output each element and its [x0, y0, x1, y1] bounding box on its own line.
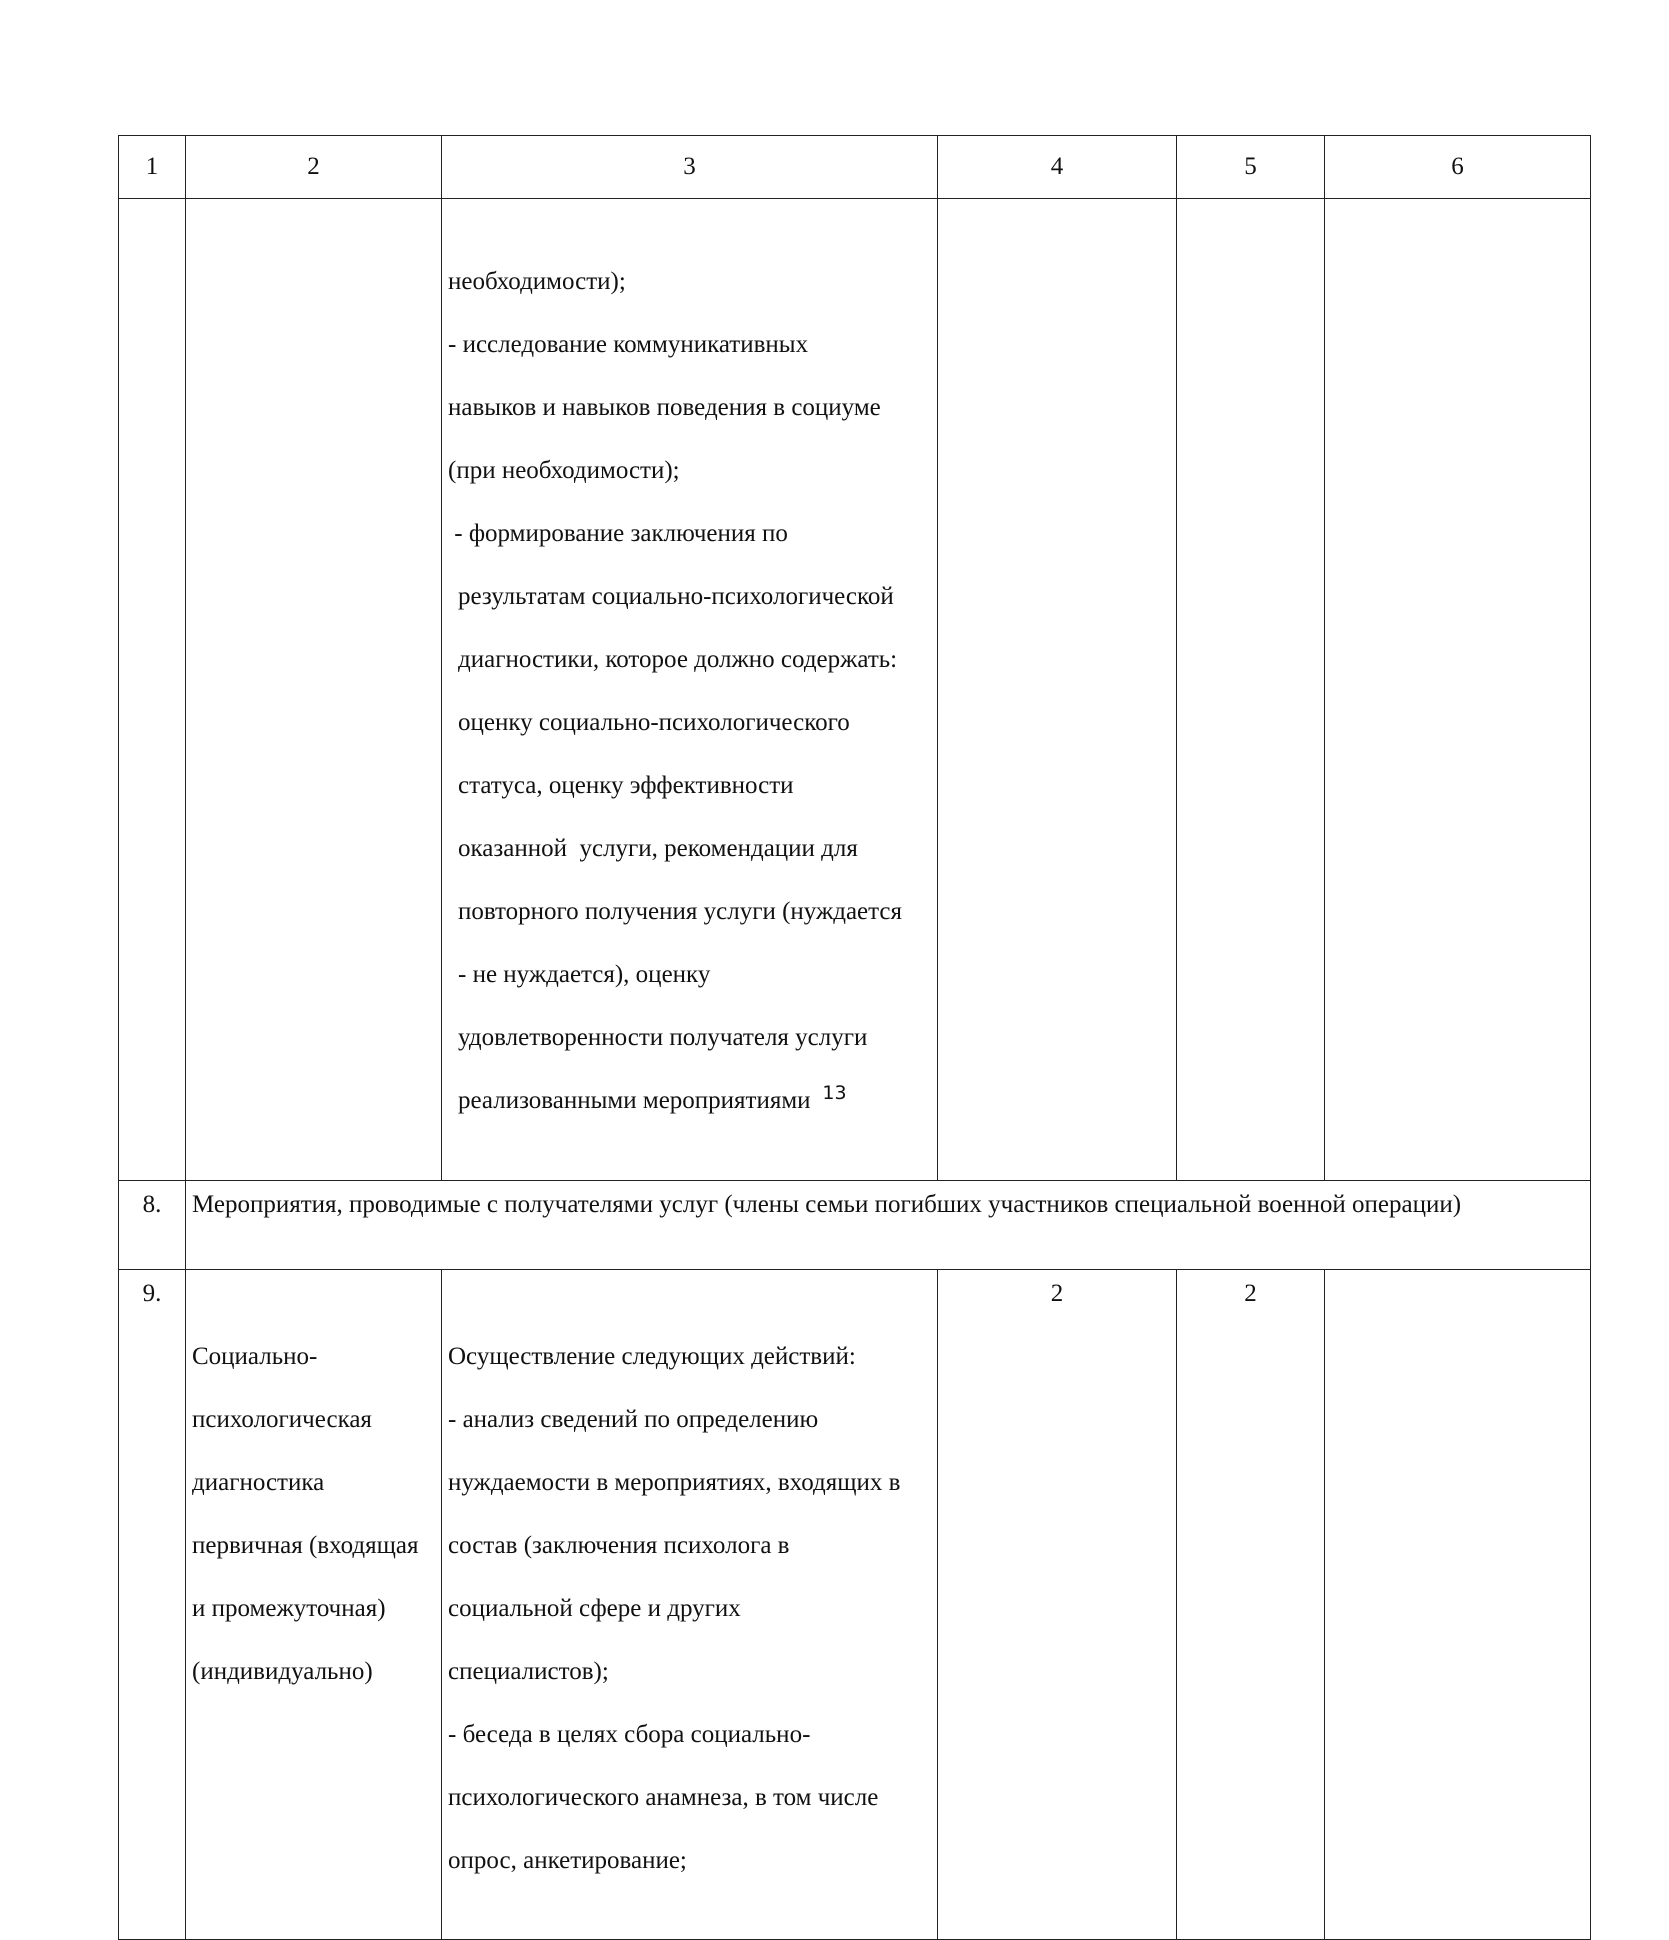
- text-line: результатам социально-психологической: [458, 583, 894, 610]
- row-8-number: 8.: [119, 1180, 186, 1269]
- text-line: диагностика: [192, 1468, 325, 1496]
- text-line: состав (заключения психолога в: [448, 1531, 790, 1559]
- row-continuation-col1: [119, 199, 186, 1181]
- text-line: навыков и навыков поведения в социуме: [448, 394, 881, 421]
- row-9-service-description: [442, 1269, 938, 1940]
- text-line: - беседа в целях сбора социально-: [448, 1720, 811, 1748]
- page-number: 13: [822, 1082, 847, 1104]
- text-line: (при необходимости);: [448, 457, 680, 484]
- text-line: - анализ сведений по определению: [448, 1405, 819, 1433]
- row-9-col5-value: 2: [1177, 1269, 1325, 1940]
- services-table: [118, 135, 1591, 1940]
- header-cell-1: 1: [119, 136, 186, 199]
- row-9-service-name: [186, 1269, 442, 1940]
- text-line: - не нуждается), оценку: [458, 961, 711, 988]
- text-line: психологического анамнеза, в том числе: [448, 1783, 879, 1811]
- row-continuation-col3: [442, 199, 938, 1181]
- text-line: социальной сфере и других: [448, 1594, 741, 1622]
- header-cell-6: 6: [1325, 136, 1591, 199]
- table-header-row: [119, 136, 1591, 199]
- header-cell-5: 5: [1177, 136, 1325, 199]
- text-line: - формирование заключения по: [448, 520, 788, 547]
- row-9-col6-value: [1325, 1269, 1591, 1940]
- row-9-col4-value: 2: [938, 1269, 1177, 1940]
- text-line: - исследование коммуникативных: [448, 331, 809, 358]
- text-line: психологическая: [192, 1405, 372, 1433]
- text-line: опрос, анкетирование;: [448, 1846, 687, 1874]
- row-continuation-col4: [938, 199, 1177, 1181]
- text-line: нуждаемости в мероприятиях, входящих в: [448, 1468, 901, 1496]
- row-9-number: 9.: [119, 1269, 186, 1940]
- text-line: специалистов);: [448, 1657, 609, 1685]
- header-cell-3: 3: [442, 136, 938, 199]
- table-row: [119, 1180, 1591, 1269]
- text-line: оказанной услуги, рекомендации для: [458, 835, 858, 862]
- text-line: (индивидуально): [192, 1657, 373, 1685]
- row-continuation-col2: [186, 199, 442, 1181]
- row-continuation-col5: [1177, 199, 1325, 1181]
- text-line: реализованными мероприятиями: [458, 1087, 811, 1114]
- text-line: необходимости);: [448, 268, 626, 295]
- row-8-section-title: Мероприятия, проводимые с получателями услуг (члены семьи погибших участников специальной военной операции): [186, 1180, 1591, 1269]
- text-line: Осуществление следующих действий:: [448, 1342, 856, 1370]
- text-line: Социально-: [192, 1342, 318, 1370]
- header-cell-2: 2: [186, 136, 442, 199]
- text-line: первичная (входящая: [192, 1531, 419, 1559]
- text-line: и промежуточная): [192, 1594, 386, 1622]
- text-line: диагностики, которое должно содержать:: [458, 646, 898, 673]
- text-line: оценку социально-психологического: [458, 709, 850, 736]
- text-line: удовлетворенности получателя услуги: [458, 1024, 868, 1051]
- row-continuation-col6: [1325, 199, 1591, 1181]
- text-line: статуса, оценку эффективности: [458, 772, 794, 799]
- table-row: [119, 1269, 1591, 1940]
- text-line: повторного получения услуги (нуждается: [458, 898, 902, 925]
- table-row: [119, 199, 1591, 1181]
- header-cell-4: 4: [938, 136, 1177, 199]
